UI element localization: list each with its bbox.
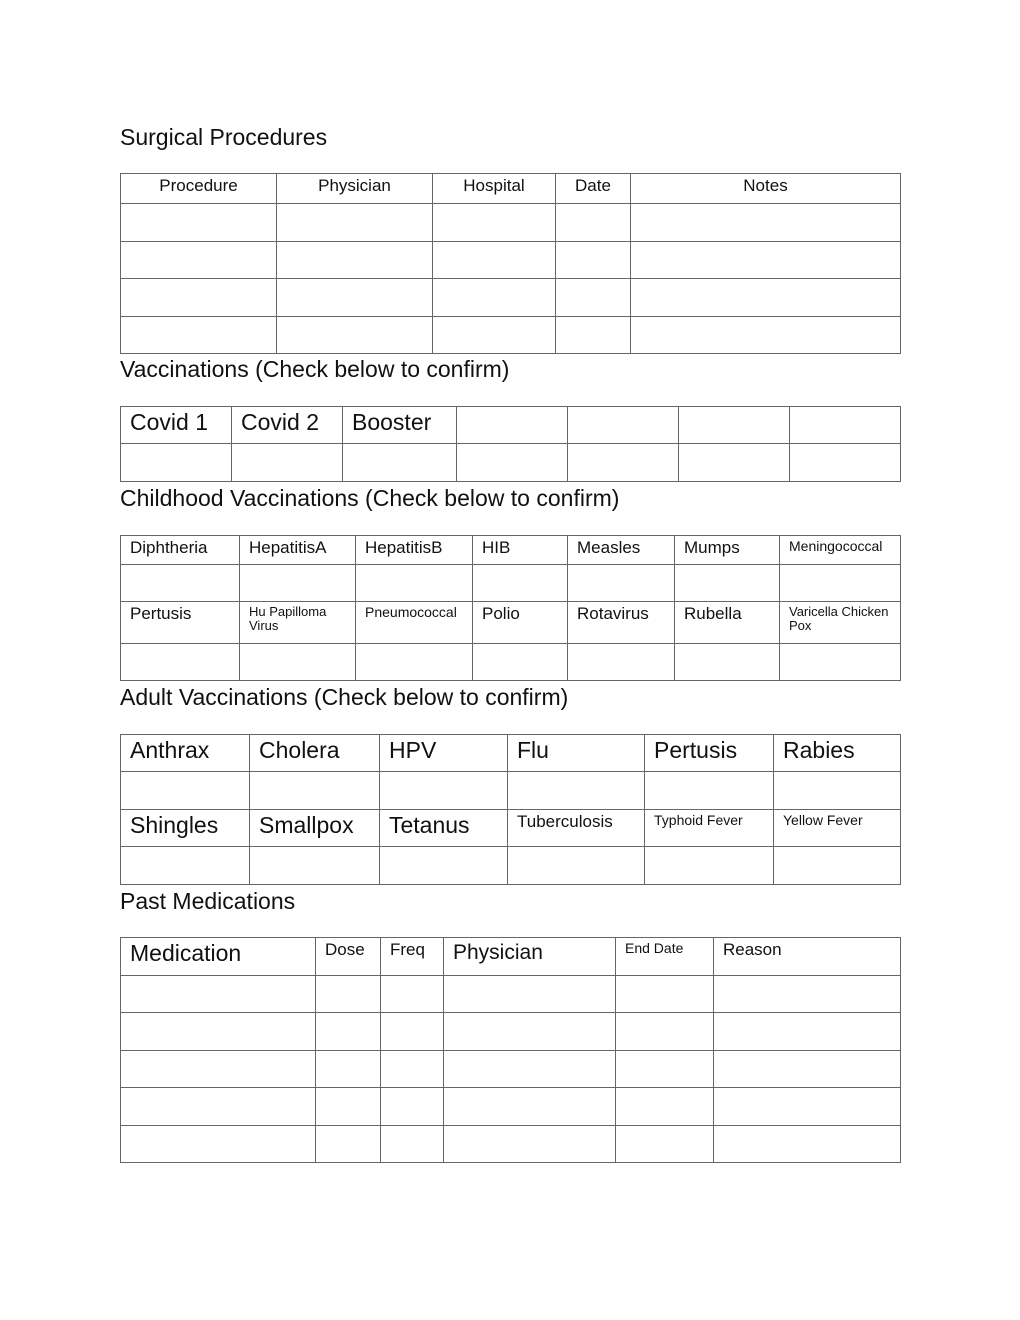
entry-cell[interactable] (250, 847, 380, 885)
column-label: Notes (631, 174, 901, 204)
entry-cell[interactable] (616, 1013, 714, 1050)
column-label: Shingles (121, 810, 250, 847)
entry-cell[interactable] (616, 1088, 714, 1125)
entry-cell[interactable] (616, 976, 714, 1013)
column-label: Hu Papilloma Virus (240, 602, 356, 644)
column-label: Anthrax (121, 735, 250, 772)
entry-cell[interactable] (645, 847, 774, 885)
entry-row (121, 1013, 901, 1050)
entry-cell[interactable] (508, 847, 645, 885)
section-title: Vaccinations (Check below to confirm) (120, 356, 510, 382)
column-label: Smallpox (250, 810, 380, 847)
entry-cell[interactable] (556, 316, 631, 354)
column-label: HepatitisB (356, 536, 473, 565)
entry-cell[interactable] (380, 847, 508, 885)
column-label: Pneumococcal (356, 602, 473, 644)
column-label (568, 407, 679, 444)
column-label: Meningococcal (780, 536, 901, 565)
entry-row (121, 444, 901, 482)
form-table (120, 937, 901, 1163)
entry-cell[interactable] (121, 204, 277, 242)
entry-cell[interactable] (473, 644, 568, 681)
column-label: Medication (121, 938, 316, 976)
header-row (121, 602, 901, 644)
entry-cell[interactable] (356, 644, 473, 681)
form-table (120, 535, 901, 681)
column-label: Hospital (433, 174, 556, 204)
entry-cell[interactable] (714, 1050, 901, 1087)
entry-cell[interactable] (631, 279, 901, 317)
entry-row (121, 1088, 901, 1125)
entry-cell[interactable] (714, 976, 901, 1013)
column-label: Diphtheria (121, 536, 240, 565)
header-row (121, 735, 901, 772)
section-title: Surgical Procedures (120, 124, 328, 150)
header-row (121, 810, 901, 847)
entry-cell[interactable] (433, 241, 556, 279)
column-label: Covid 2 (232, 407, 343, 444)
entry-cell[interactable] (121, 644, 240, 681)
entry-cell[interactable] (277, 241, 433, 279)
entry-cell[interactable] (381, 1125, 444, 1162)
header-row (121, 536, 901, 565)
entry-cell[interactable] (250, 772, 380, 810)
entry-row (121, 976, 901, 1013)
column-label (679, 407, 790, 444)
column-label: Yellow Fever (774, 810, 901, 847)
column-label: Procedure (121, 174, 277, 204)
column-label: Flu (508, 735, 645, 772)
entry-cell[interactable] (774, 772, 901, 810)
header-row (121, 174, 901, 204)
entry-cell[interactable] (121, 279, 277, 317)
column-label: End Date (616, 938, 714, 976)
entry-cell[interactable] (444, 1088, 616, 1125)
entry-cell[interactable] (121, 847, 250, 885)
entry-cell[interactable] (121, 444, 232, 482)
entry-row (121, 772, 901, 810)
entry-row (121, 565, 901, 602)
column-label: Tetanus (380, 810, 508, 847)
entry-row (121, 1125, 901, 1162)
entry-cell[interactable] (790, 444, 901, 482)
entry-cell[interactable] (473, 565, 568, 602)
entry-cell[interactable] (316, 1013, 381, 1050)
column-label: HIB (473, 536, 568, 565)
column-label: HPV (380, 735, 508, 772)
entry-cell[interactable] (631, 241, 901, 279)
entry-row (121, 204, 901, 242)
column-label: Tuberculosis (508, 810, 645, 847)
entry-row (121, 644, 901, 681)
column-label: Date (556, 174, 631, 204)
column-label: Dose (316, 938, 381, 976)
entry-cell[interactable] (121, 772, 250, 810)
entry-row (121, 279, 901, 317)
column-label: Rabies (774, 735, 901, 772)
column-label: Varicella Chicken Pox (780, 602, 901, 644)
entry-cell[interactable] (631, 316, 901, 354)
entry-cell[interactable] (444, 1013, 616, 1050)
column-label: Typhoid Fever (645, 810, 774, 847)
entry-cell[interactable] (714, 1088, 901, 1125)
entry-cell[interactable] (121, 565, 240, 602)
entry-cell[interactable] (121, 241, 277, 279)
entry-cell[interactable] (433, 204, 556, 242)
entry-cell[interactable] (232, 444, 343, 482)
entry-cell[interactable] (568, 444, 679, 482)
entry-cell[interactable] (568, 565, 675, 602)
entry-cell[interactable] (556, 279, 631, 317)
entry-cell[interactable] (616, 1125, 714, 1162)
entry-cell[interactable] (444, 1125, 616, 1162)
column-label: Booster (343, 407, 457, 444)
header-row (121, 407, 901, 444)
form-table (120, 734, 901, 885)
entry-cell[interactable] (780, 565, 901, 602)
column-label: Polio (473, 602, 568, 644)
column-label: Cholera (250, 735, 380, 772)
entry-cell[interactable] (240, 644, 356, 681)
column-label: Rotavirus (568, 602, 675, 644)
entry-cell[interactable] (121, 1088, 316, 1125)
entry-cell[interactable] (381, 1050, 444, 1087)
entry-cell[interactable] (616, 1050, 714, 1087)
entry-cell[interactable] (381, 976, 444, 1013)
entry-cell[interactable] (556, 241, 631, 279)
column-label: Mumps (675, 536, 780, 565)
entry-cell[interactable] (508, 772, 645, 810)
column-label: Reason (714, 938, 901, 976)
entry-cell[interactable] (277, 204, 433, 242)
column-label (790, 407, 901, 444)
column-label: Physician (444, 938, 616, 976)
entry-cell[interactable] (780, 644, 901, 681)
entry-cell[interactable] (343, 444, 457, 482)
entry-cell[interactable] (675, 644, 780, 681)
entry-cell[interactable] (380, 772, 508, 810)
entry-cell[interactable] (645, 772, 774, 810)
entry-cell[interactable] (714, 1013, 901, 1050)
column-label: HepatitisA (240, 536, 356, 565)
form-table (120, 406, 901, 482)
entry-cell[interactable] (568, 644, 675, 681)
entry-cell[interactable] (121, 1050, 316, 1087)
section-title: Childhood Vaccinations (Check below to confirm) (120, 485, 620, 511)
column-label: Pertusis (645, 735, 774, 772)
entry-cell[interactable] (316, 1050, 381, 1087)
entry-cell[interactable] (381, 1088, 444, 1125)
entry-cell[interactable] (444, 976, 616, 1013)
entry-cell[interactable] (356, 565, 473, 602)
entry-row (121, 847, 901, 885)
entry-cell[interactable] (631, 204, 901, 242)
entry-cell[interactable] (679, 444, 790, 482)
entry-cell[interactable] (457, 444, 568, 482)
entry-cell[interactable] (556, 204, 631, 242)
entry-cell[interactable] (433, 316, 556, 354)
entry-cell[interactable] (675, 565, 780, 602)
section-title: Past Medications (120, 888, 296, 914)
section-title: Adult Vaccinations (Check below to confirm) (120, 684, 569, 710)
column-label: Physician (277, 174, 433, 204)
entry-cell[interactable] (121, 976, 316, 1013)
entry-cell[interactable] (316, 976, 381, 1013)
entry-row (121, 1050, 901, 1087)
column-label: Measles (568, 536, 675, 565)
entry-cell[interactable] (714, 1125, 901, 1162)
entry-cell[interactable] (121, 316, 277, 354)
column-label: Pertusis (121, 602, 240, 644)
entry-cell[interactable] (381, 1013, 444, 1050)
entry-cell[interactable] (316, 1088, 381, 1125)
entry-cell[interactable] (121, 1013, 316, 1050)
column-label: Covid 1 (121, 407, 232, 444)
entry-cell[interactable] (774, 847, 901, 885)
form-table (120, 173, 901, 354)
entry-cell[interactable] (121, 1125, 316, 1162)
entry-cell[interactable] (433, 279, 556, 317)
column-label: Freq (381, 938, 444, 976)
header-row (121, 938, 901, 976)
entry-row (121, 316, 901, 354)
entry-cell[interactable] (316, 1125, 381, 1162)
entry-cell[interactable] (277, 279, 433, 317)
entry-cell[interactable] (240, 565, 356, 602)
entry-cell[interactable] (277, 316, 433, 354)
column-label (457, 407, 568, 444)
entry-cell[interactable] (444, 1050, 616, 1087)
entry-row (121, 241, 901, 279)
column-label: Rubella (675, 602, 780, 644)
